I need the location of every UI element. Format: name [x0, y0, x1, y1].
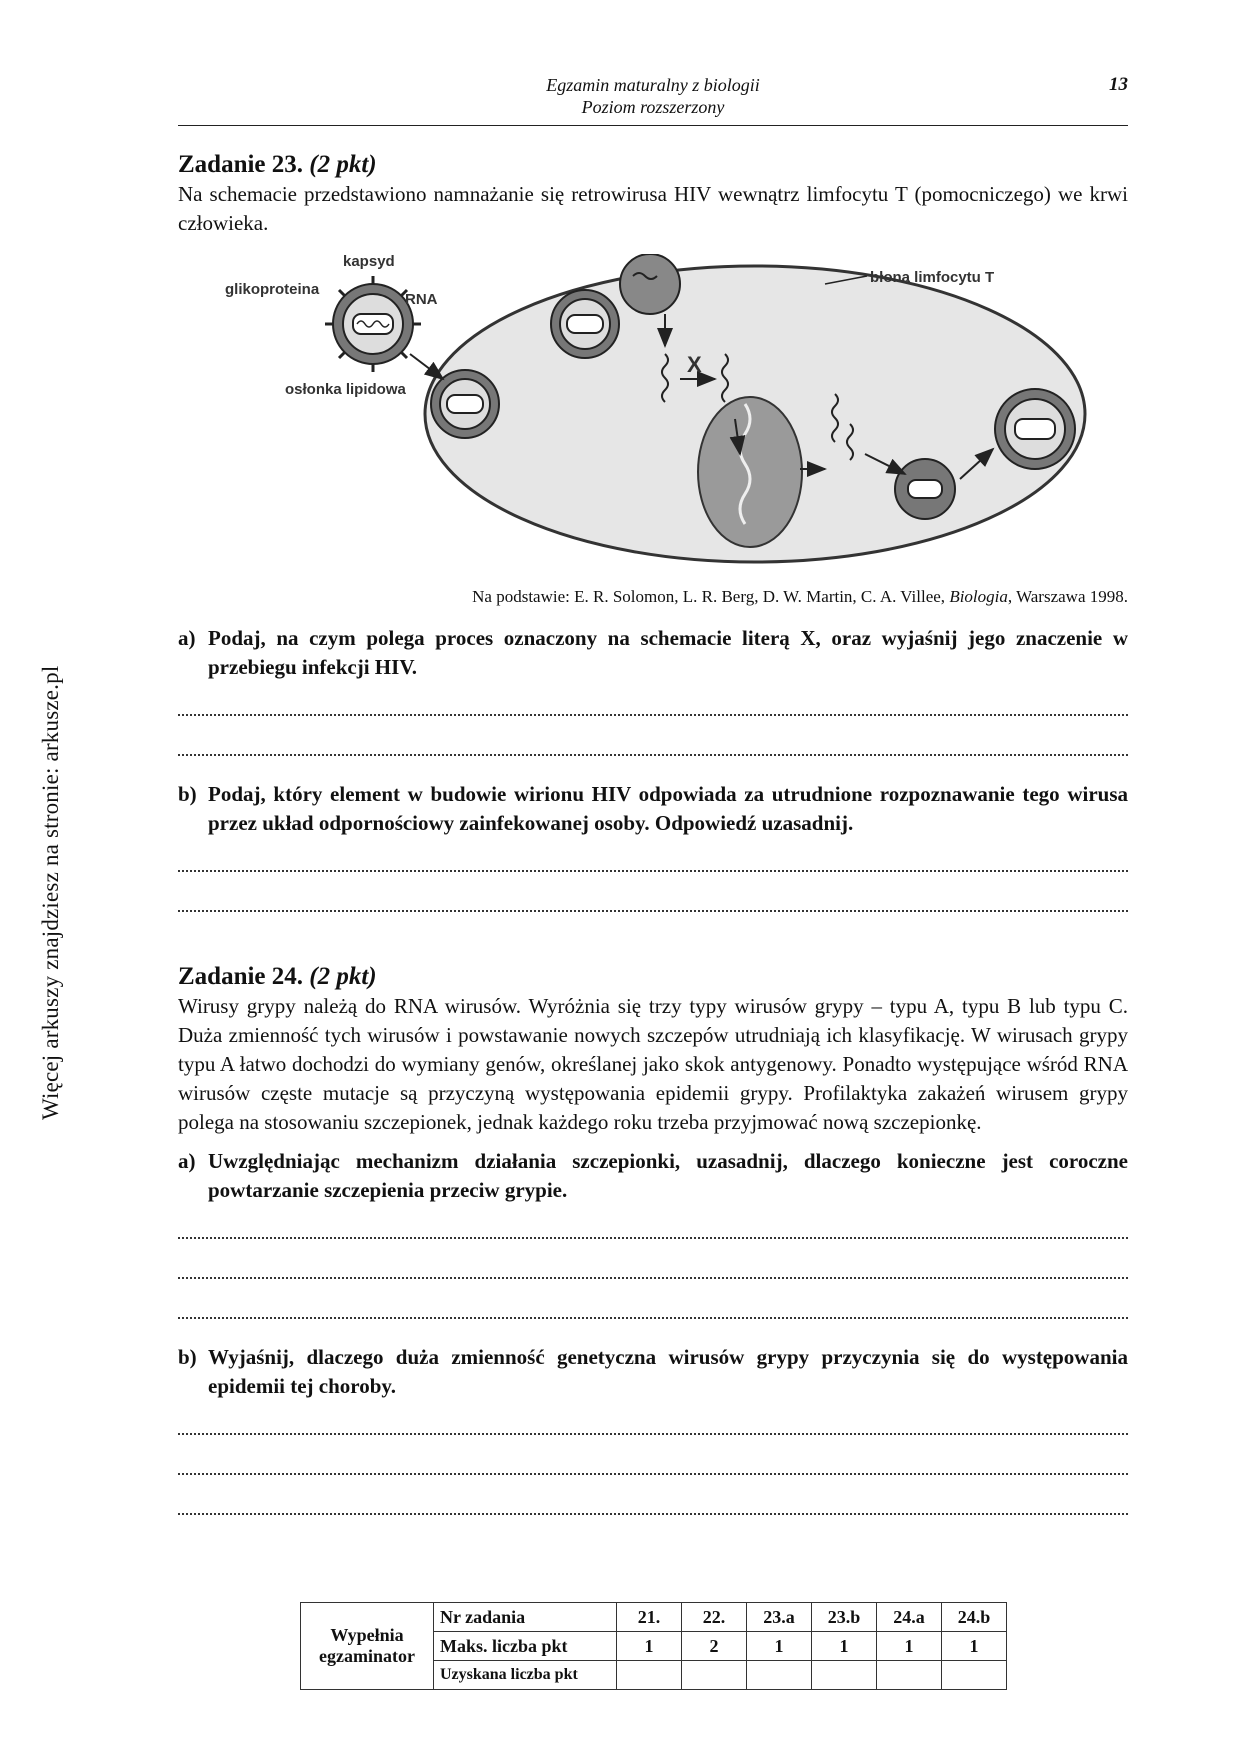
obtained-points-cell[interactable] [682, 1661, 747, 1690]
task-number-cell: 24.b [942, 1603, 1007, 1632]
max-points-cell: 1 [747, 1632, 812, 1661]
source-title: Biologia [949, 587, 1008, 606]
page-number: 13 [1109, 74, 1128, 95]
task24-a-label: a) [178, 1149, 196, 1173]
task24-b-text: Wyjaśnij, dlaczego duża zmienność genetyczna wirusów grypy przyczynia się do występowania epidemii tej choroby. [208, 1345, 1128, 1398]
answer-line[interactable] [178, 878, 1128, 918]
answer-line[interactable] [178, 1401, 1128, 1441]
task23-source [178, 586, 1128, 608]
label-x: X [687, 352, 702, 377]
task23-a-label: a) [178, 626, 196, 650]
filler-cell [301, 1603, 434, 1690]
task23-b-text: Podaj, który element w budowie wirionu HIV odpowiada za utrudnione rozpoznawanie tego wirusa przez układ odpornościowy zainfekowanej osoby. Odpowiedź uzasadnij. [208, 782, 1128, 835]
row-label-obtained-points: Uzyskana liczba pkt [434, 1661, 617, 1690]
answer-line[interactable] [178, 1285, 1128, 1325]
task23-question-a [178, 624, 1128, 682]
task-number-cell: 24.a [877, 1603, 942, 1632]
obtained-points-cell[interactable] [877, 1661, 942, 1690]
side-note: Więcej arkuszy znajdziesz na stronie: arkusze.pl [38, 665, 63, 1120]
task23-question-b [178, 780, 1128, 838]
task24-question-b [178, 1343, 1128, 1401]
label-blona: błona limfocytu T [870, 269, 995, 286]
hiv-virion-released [995, 389, 1075, 469]
answer-line[interactable] [178, 838, 1128, 878]
answer-line[interactable] [178, 1245, 1128, 1285]
filler-line2: egzaminator [319, 1646, 415, 1666]
filler-line1: Wypełnia [330, 1625, 404, 1645]
max-points-cell: 2 [682, 1632, 747, 1661]
task23-questions [178, 624, 1128, 918]
answer-line[interactable] [178, 682, 1128, 722]
hiv-replication-diagram [225, 254, 1125, 584]
header-title: Egzamin maturalny z biologii [546, 75, 760, 95]
answer-line[interactable] [178, 1205, 1128, 1245]
max-points-cell: 1 [942, 1632, 1007, 1661]
task24-intro: Wirusy grypy należą do RNA wirusów. Wyróżnia się trzy typy wirusów grypy – typu A, typu B lub typu C. Duża zmienność tych wirusów i powstawanie nowych szczepów utrudniają ich klasyfikację. W wirusach grypy typu A łatwo dochodzi do wymiany genów, określanej jako skok antygenowy. Ponadto występujące wśród RNA wirusów częste mutacje są przyczyną występowania epidemii grypy. Profilaktyka zakażeń wirusem grypy polega na stosowaniu szczepionek, jednak każdego roku trzeba przyjmować nową szczepionkę. [178, 994, 1128, 1134]
source-prefix: Na podstawie: E. R. Solomon, L. R. Berg, D. W. Martin, C. A. Villee, [472, 587, 950, 606]
task-number-cell: 23.a [747, 1603, 812, 1632]
header-subtitle: Poziom rozszerzony [581, 97, 725, 117]
task23-points: (2 pkt) [309, 151, 377, 178]
grading-table [300, 1602, 1007, 1690]
row-label-task-number: Nr zadania [434, 1603, 617, 1632]
task24-title-text: Zadanie 24. [178, 963, 304, 990]
max-points-cell: 1 [877, 1632, 942, 1661]
label-rna: RNA [405, 291, 438, 308]
task24 [178, 962, 1128, 1521]
label-oslonka: osłonka lipidowa [285, 381, 406, 398]
answer-line[interactable] [178, 1481, 1128, 1521]
task-number-cell: 23.b [812, 1603, 877, 1632]
hiv-virion-entering [620, 254, 680, 314]
max-points-cell: 1 [617, 1632, 682, 1661]
answer-line[interactable] [178, 722, 1128, 762]
task23-title-text: Zadanie 23. [178, 151, 304, 178]
task-number-cell: 21. [617, 1603, 682, 1632]
hiv-virion-binding [431, 370, 499, 438]
source-suffix: , Warszawa 1998. [1007, 587, 1128, 606]
page-header [178, 74, 1128, 118]
task23-a-text: Podaj, na czym polega proces oznaczony na schemacie literą X, oraz wyjaśnij jego znaczenie w przebiegu infekcji HIV. [208, 626, 1128, 679]
label-kapsyd: kapsyd [343, 254, 395, 270]
obtained-points-cell[interactable] [942, 1661, 1007, 1690]
task23-title [178, 150, 1128, 180]
task24-b-label: b) [178, 1345, 197, 1369]
hiv-virion-budding [895, 459, 955, 519]
task23-header [178, 150, 1128, 238]
hiv-virion-fusing [551, 290, 619, 358]
task23-b-label: b) [178, 782, 197, 806]
task24-question-a [178, 1147, 1128, 1205]
obtained-points-cell[interactable] [747, 1661, 812, 1690]
header-rule [178, 125, 1128, 126]
answer-line[interactable] [178, 1441, 1128, 1481]
task24-points: (2 pkt) [309, 963, 377, 990]
obtained-points-cell[interactable] [812, 1661, 877, 1690]
obtained-points-cell[interactable] [617, 1661, 682, 1690]
task24-a-text: Uwzględniając mechanizm działania szczepionki, uzasadnij, dlaczego konieczne jest coroczne powtarzanie szczepienia przeciw grypie. [208, 1149, 1128, 1202]
max-points-cell: 1 [812, 1632, 877, 1661]
arrow-infection [410, 354, 443, 379]
label-glikoproteina: glikoproteina [225, 281, 320, 298]
task24-title [178, 962, 1128, 992]
task-number-cell: 22. [682, 1603, 747, 1632]
row-label-max-points: Maks. liczba pkt [434, 1632, 617, 1661]
task23-intro: Na schemacie przedstawiono namnażanie się retrowirusa HIV wewnątrz limfocytu T (pomocniczego) we krwi człowieka. [178, 182, 1128, 235]
